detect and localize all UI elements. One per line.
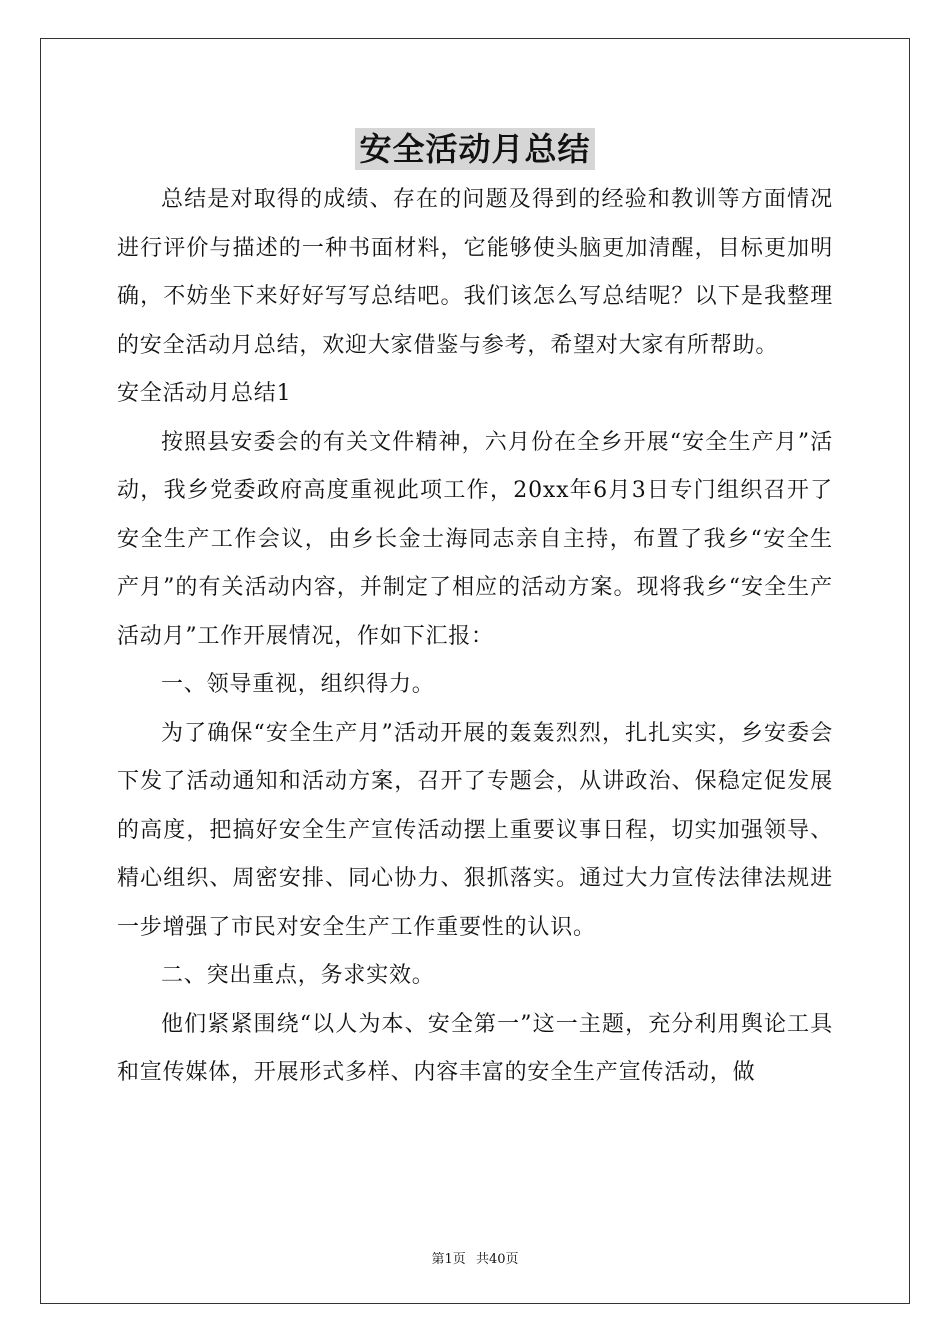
intro-paragraph: 总结是对取得的成绩、存在的问题及得到的经验和教训等方面情况进行评价与描述的一种书面材料，它能够使头脑更加清醒，目标更加明确，不妨坐下来好好写写总结吧。我们该怎么写总结呢？以下是我整理的安全活动月总结，欢迎大家借鉴与参考，希望对大家有所帮助。 — [117, 187, 833, 358]
body-paragraph: 按照县安委会的有关文件精神，六月份在全乡开展“安全生产月”活动，我乡党委政府高度重视此项工作，20xx年6月3日专门组织召开了安全生产工作会议，由乡长金士海同志亲自主持，布置了我乡“安全生产月”的有关活动内容，并制定了相应的活动方案。现将我乡“安全生产活动月”工作开展情况，作如下汇报： — [117, 429, 833, 649]
document-body — [117, 176, 833, 1098]
subheading-2: 二、突出重点，务求实效。 — [161, 963, 435, 988]
body-paragraph: 他们紧紧围绕“以人为本、安全第一”这一主题，充分利用舆论工具和宣传媒体，开展形式多样、内容丰富的安全生产宣传活动，做 — [117, 1011, 833, 1085]
page-footer — [0, 1248, 950, 1267]
title-container — [0, 128, 950, 170]
page-total: 共40页 — [475, 1252, 519, 1267]
page-number: 第1页 — [431, 1252, 466, 1267]
section-heading: 安全活动月总结1 — [117, 381, 292, 406]
subheading-1: 一、领导重视，组织得力。 — [161, 672, 435, 697]
body-paragraph: 为了确保“安全生产月”活动开展的轰轰烈烈，扎扎实实，乡安委会下发了活动通知和活动方案，召开了专题会，从讲政治、保稳定促发展的高度，把搞好安全生产宣传活动摆上重要议事日程，切实加强领导、精心组织、周密安排、同心协力、狠抓落实。通过大力宣传法律法规进一步增强了市民对安全生产工作重要性的认识。 — [117, 720, 833, 940]
document-title: 安全活动月总结 — [355, 128, 594, 170]
